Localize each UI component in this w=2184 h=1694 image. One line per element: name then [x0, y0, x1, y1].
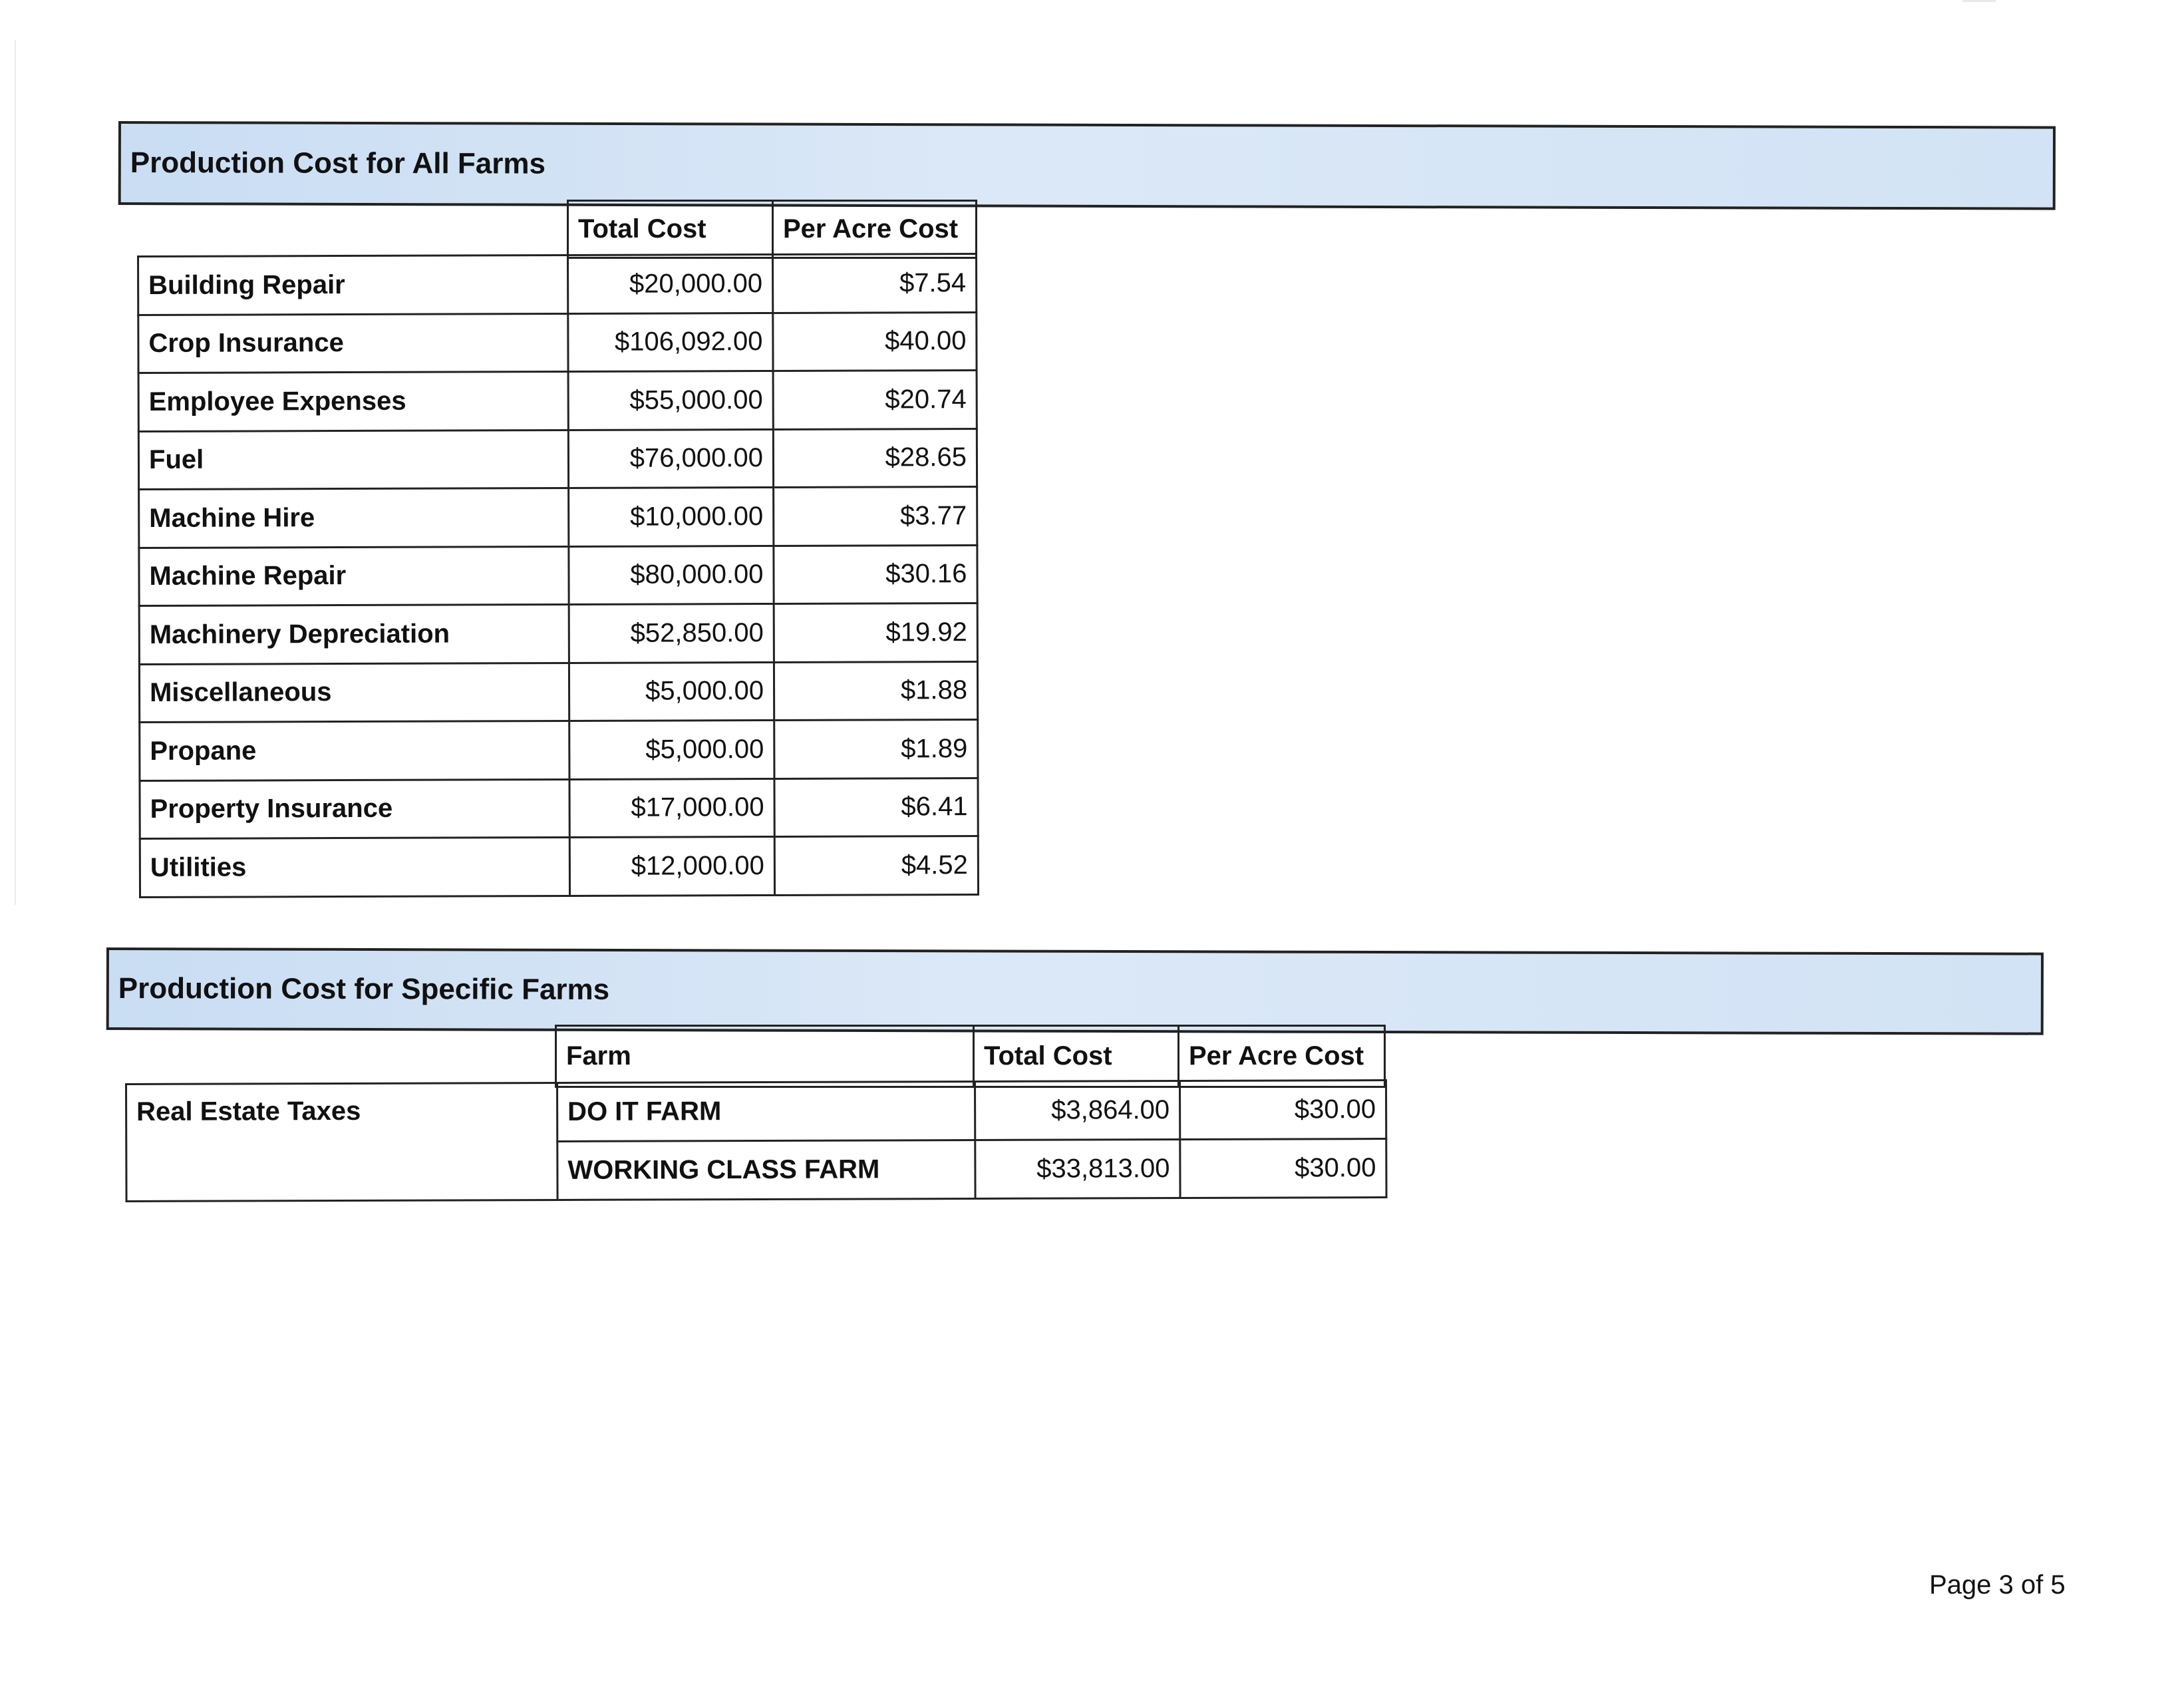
per-acre-cost-cell: $30.00 [1180, 1139, 1386, 1198]
per-acre-cost-cell: $1.88 [774, 661, 977, 720]
table-row [139, 661, 977, 722]
row-label: Machinery Depreciation [139, 604, 569, 664]
total-cost-cell: $55,000.00 [568, 371, 773, 429]
col-header-per-acre-cost: Per Acre Cost [773, 201, 977, 258]
per-acre-cost-cell: $28.65 [773, 428, 977, 487]
total-cost-cell: $10,000.00 [569, 487, 774, 546]
total-cost-cell: $106,092.00 [568, 313, 773, 371]
per-acre-cost-cell: $3.77 [774, 487, 977, 546]
table-row [140, 720, 978, 780]
row-label: Building Repair [138, 255, 568, 315]
per-acre-cost-cell: $40.00 [773, 312, 977, 371]
row-label: Machine Hire [139, 488, 569, 548]
total-cost-cell: $20,000.00 [568, 254, 773, 313]
section-header-all-farms [118, 121, 2056, 210]
table-row [139, 487, 977, 548]
page-number: Page 3 of 5 [1929, 1570, 2066, 1600]
row-label: Fuel [138, 430, 568, 490]
scan-edge-left [15, 40, 16, 905]
total-cost-cell: $76,000.00 [568, 429, 773, 488]
table-row [139, 545, 977, 605]
table-row [126, 1081, 1386, 1143]
specific-farms-column-headers [555, 1025, 1386, 1088]
row-label: Miscellaneous [139, 663, 569, 723]
per-acre-cost-cell: $30.16 [774, 545, 977, 603]
total-cost-cell: $17,000.00 [569, 778, 774, 837]
section-title-all-farms: Production Cost for All Farms [130, 146, 546, 180]
table-row [140, 836, 978, 897]
table-row [138, 254, 977, 315]
header-row [556, 1026, 1385, 1087]
specific-farms-cost-table [125, 1079, 1388, 1202]
row-label: Propane [140, 721, 569, 780]
col-header-per-acre-cost: Per Acre Cost [1179, 1026, 1385, 1087]
category-label: Real Estate Taxes [126, 1083, 558, 1201]
farm-name-cell: DO IT FARM [557, 1081, 975, 1141]
total-cost-cell: $33,813.00 [975, 1140, 1180, 1199]
per-acre-cost-cell: $30.00 [1179, 1081, 1386, 1140]
total-cost-cell: $5,000.00 [569, 720, 774, 778]
per-acre-cost-cell: $19.92 [774, 603, 977, 662]
table-row [139, 603, 977, 664]
row-label: Employee Expenses [138, 371, 568, 431]
per-acre-cost-cell: $20.74 [773, 371, 977, 429]
total-cost-cell: $5,000.00 [569, 662, 774, 721]
row-label: Machine Repair [139, 546, 569, 606]
row-label: Crop Insurance [138, 313, 568, 373]
scan-edge-top-right [1962, 0, 1996, 2]
table-row [138, 371, 977, 431]
col-header-farm: Farm [556, 1026, 974, 1087]
per-acre-cost-cell: $1.89 [774, 720, 978, 778]
per-acre-cost-cell: $7.54 [773, 254, 977, 313]
row-label: Property Insurance [140, 779, 569, 839]
per-acre-cost-cell: $4.52 [774, 836, 978, 895]
col-header-total-cost: Total Cost [974, 1026, 1179, 1087]
table-row [138, 428, 977, 489]
col-header-total-cost: Total Cost [568, 201, 773, 258]
table-row [138, 312, 977, 373]
per-acre-cost-cell: $6.41 [774, 778, 978, 836]
all-farms-cost-table [137, 253, 979, 898]
section-header-specific-farms [106, 947, 2044, 1035]
total-cost-cell: $3,864.00 [975, 1081, 1179, 1140]
total-cost-cell: $52,850.00 [569, 603, 774, 662]
section-title-specific-farms: Production Cost for Specific Farms [118, 972, 610, 1006]
total-cost-cell: $80,000.00 [569, 546, 774, 604]
farm-name-cell: WORKING CLASS FARM [557, 1140, 975, 1200]
table-row [140, 778, 978, 838]
all-farms-column-headers [567, 200, 977, 259]
row-label: Utilities [140, 837, 569, 897]
total-cost-cell: $12,000.00 [569, 836, 774, 895]
header-row [568, 201, 977, 258]
